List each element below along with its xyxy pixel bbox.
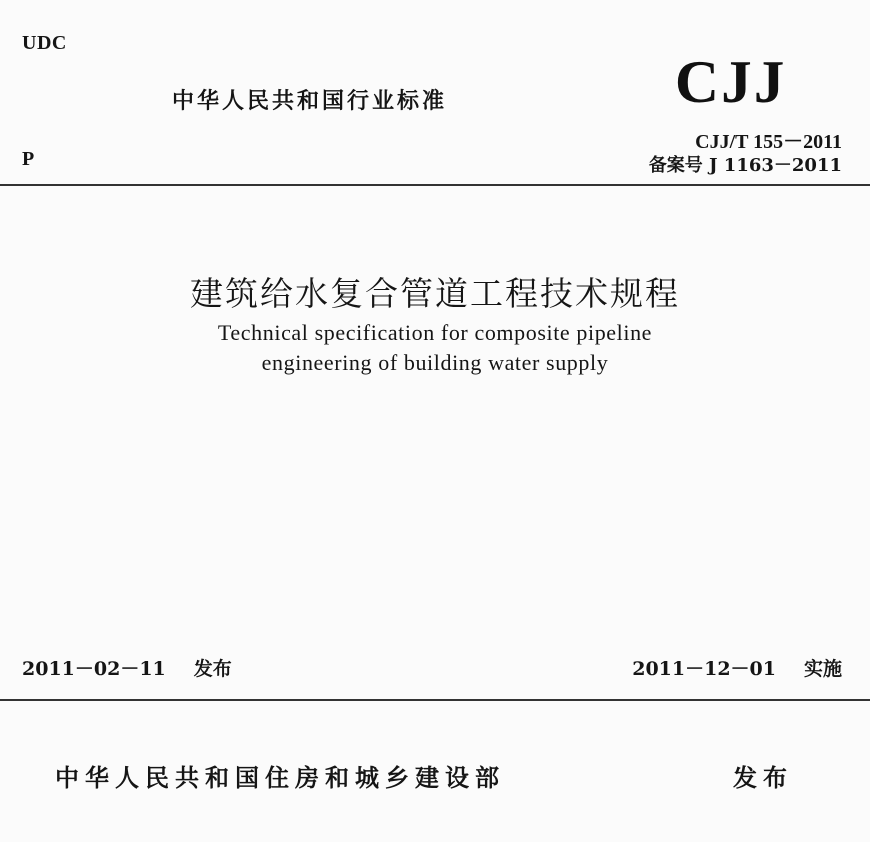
- effective-date-block: [632, 654, 842, 681]
- title-english-line2: engineering of building water supply: [261, 350, 609, 375]
- issue-label: 发布: [193, 658, 232, 680]
- publisher-name: 中华人民共和国住房和城乡建设部: [55, 764, 505, 792]
- industry-standard-heading: 中华人民共和国行业标准: [172, 89, 448, 114]
- title-english-line1: Technical specification for composite pipeline: [217, 320, 653, 345]
- effective-label: 实施: [803, 658, 842, 680]
- record-number: 备案号 J 1163－2011: [648, 155, 842, 176]
- top-divider: [0, 184, 870, 186]
- title-chinese: 建筑给水复合管道工程技术规程: [190, 274, 680, 313]
- category-code: P: [22, 148, 35, 170]
- cjj-logo: CJJ: [674, 49, 787, 115]
- issue-date: 2011－02－11: [22, 658, 166, 680]
- issue-date-block: [22, 654, 232, 681]
- effective-date: 2011－12－01: [632, 658, 776, 680]
- standard-number: CJJ/T 155－2011: [695, 131, 842, 153]
- udc-label: UDC: [22, 32, 67, 54]
- bottom-divider: [0, 699, 870, 701]
- publisher-action: 发布: [733, 764, 793, 792]
